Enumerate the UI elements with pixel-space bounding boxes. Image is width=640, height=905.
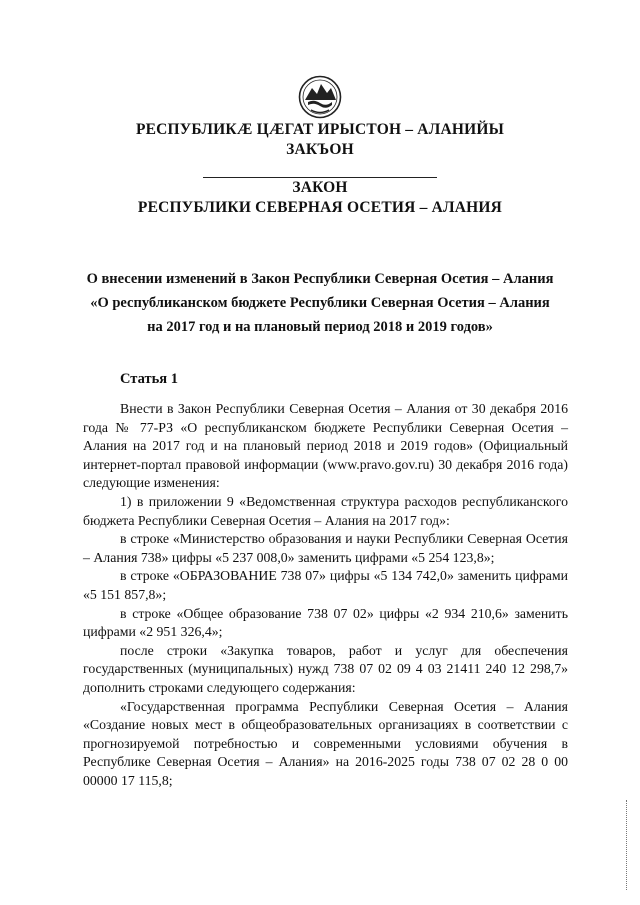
law-title-line: «О республиканском бюджете Республики Северная Осетия – Алания [90, 295, 550, 311]
law-label-ossetian: ЗАКЪОН [286, 141, 354, 158]
republic-name-russian: РЕСПУБЛИКИ СЕВЕРНАЯ ОСЕТИЯ – АЛАНИЯ [137, 199, 503, 216]
coat-of-arms-emblem [298, 74, 342, 120]
scan-margin-mark [626, 800, 628, 890]
article-paragraph: в строке «Общее образование 738 07 02» цифры «2 934 210,6» заменить цифрами «2 951 326,4»; [83, 605, 568, 640]
law-title [60, 267, 580, 339]
header-divider [203, 177, 437, 178]
law-label-russian: ЗАКОН [292, 179, 348, 196]
article-paragraph: в строке «ОБРАЗОВАНИЕ 738 07» цифры «5 134 742,0» заменить цифрами «5 151 857,8»; [83, 568, 568, 602]
law-title-line: на 2017 год и на плановый период 2018 и 2019 годов» [147, 319, 493, 335]
article-paragraph: 1) в приложении 9 «Ведомственная структура расходов республиканского бюджета Республики Северная Осетия – Алания на 2017 год»: [83, 493, 568, 528]
article-body [83, 400, 568, 790]
article-paragraph: «Государственная программа Республики Северная Осетия – Алания «Создание новых мест в общеобразовательных организациях в соответствии с прогнозируемой потребностью и современными условиями обучения в Республике Северная Осетия – Алания» на 2016-2025 годы 738 07 02 28 0 00 00000 17 115,8; [83, 698, 568, 788]
republic-name-ossetian: РЕСПУБЛИКӔ ЦӔГАТ ИРЫСТОН – АЛАНИЙЫ [135, 121, 505, 138]
law-title-line: О внесении изменений в Закон Республики Северная Осетия – Алания [86, 271, 554, 287]
article-paragraph: в строке «Министерство образования и науки Республики Северная Осетия – Алания 738» цифры «5 237 008,0» заменить цифрами «5 254 123,8»; [83, 531, 568, 565]
article-paragraph: Внести в Закон Республики Северная Осетия – Алания от 30 декабря 2016 года № 77-РЗ «О республиканском бюджете Республики Северная Осетия – Алания на 2017 год и на плановый период 2018 и 2019 годов» (Официальный интернет-портал правовой информации (www.pravo.gov.ru) 30 декабря 2016 года) следующие изменения: [83, 401, 568, 491]
article-heading: Статья 1 [120, 371, 178, 387]
article-paragraph: после строки «Закупка товаров, работ и услуг для обеспечения государственных (муниципальных) нужд 738 07 02 09 4 03 21411 240 12 298,7» дополнить строками следующего содержания: [83, 642, 568, 695]
